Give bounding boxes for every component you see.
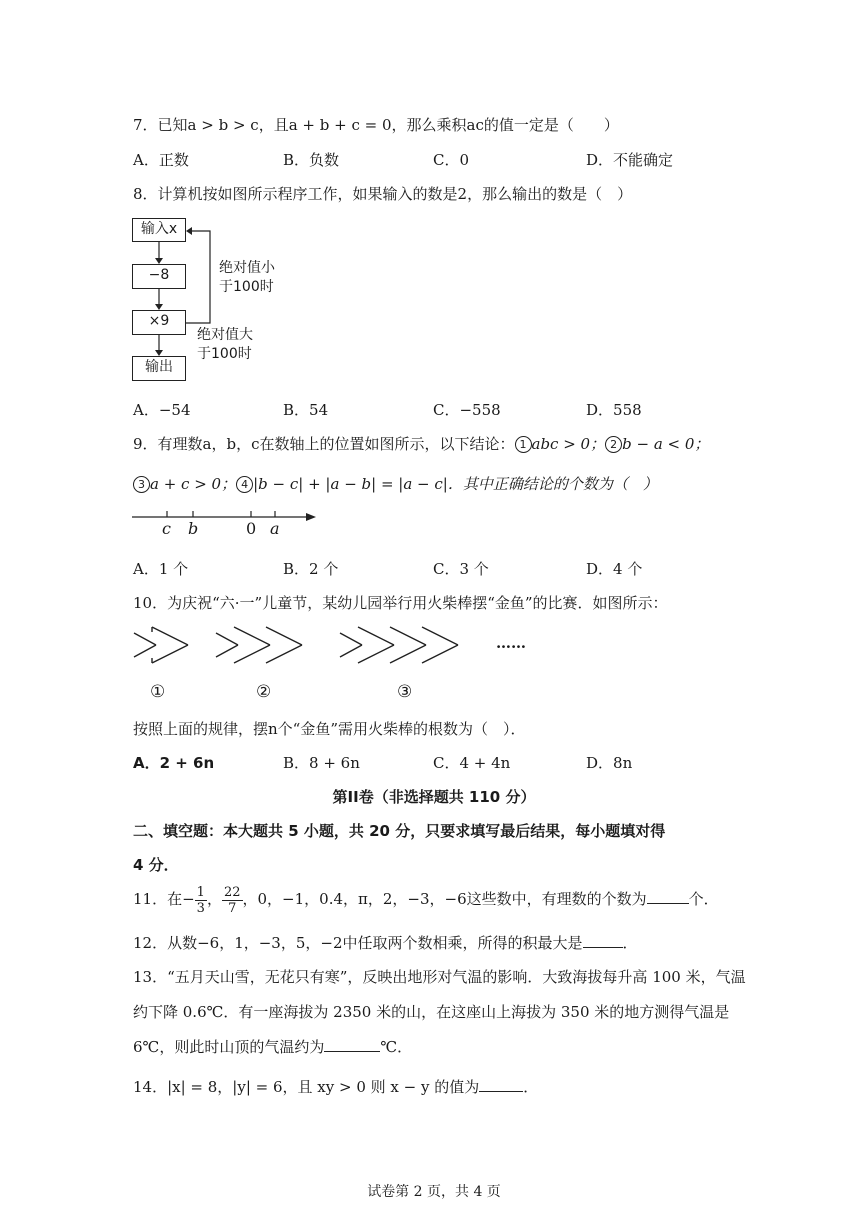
out-label-line2: 于100时 bbox=[197, 346, 252, 362]
circled-4: 4 bbox=[236, 476, 253, 493]
section2-title: 第II卷（非选择题共 110 分） bbox=[332, 788, 536, 806]
q7-option-d: D．不能确定 bbox=[586, 151, 674, 169]
flow-box-minus-8: −8 bbox=[132, 264, 186, 289]
q14-answer-blank[interactable] bbox=[479, 1077, 523, 1092]
flow-box-times-9: ×9 bbox=[132, 310, 186, 335]
q9-stem-text: 9．有理数a，b，c在数轴上的位置如图所示，以下结论： bbox=[133, 435, 515, 453]
part2-heading-line1: 二、填空题：本大题共 5 小题，共 20 分，只要求填写最后结果，每小题填对得 bbox=[133, 822, 666, 840]
loop-label-line1: 绝对值小 bbox=[219, 260, 275, 276]
axis-label-0: 0 bbox=[246, 519, 257, 538]
q14-suffix: ． bbox=[523, 1078, 539, 1096]
circled-3: 3 bbox=[133, 476, 150, 493]
q13-suffix: ℃． bbox=[380, 1038, 413, 1056]
number-line bbox=[130, 505, 330, 545]
q13-line3-text: 6℃，则此时山顶的气温约为 bbox=[133, 1038, 325, 1056]
frac2-denominator: 7 bbox=[228, 900, 237, 916]
conclusion-4: |b − c| + |a − b| = |a − c|．其中正确结论的个数为（ ） bbox=[253, 475, 658, 493]
q8-stem: 8．计算机按如图所示程序工作，如果输入的数是2，那么输出的数是（ ） bbox=[133, 185, 633, 203]
fraction-one-third bbox=[195, 885, 207, 916]
q8-option-b: B．54 bbox=[283, 401, 329, 419]
q9-option-c: C．3 个 bbox=[433, 560, 489, 578]
circled-1: 1 bbox=[515, 436, 532, 453]
q13-answer-blank[interactable] bbox=[324, 1037, 380, 1052]
q7-option-a: A．正数 bbox=[133, 151, 189, 169]
conclusion-3: a + c > 0； bbox=[150, 475, 237, 493]
fig-label-2: ② bbox=[256, 682, 272, 702]
q9-option-a: A．1 个 bbox=[133, 560, 189, 578]
axis-label-a: a bbox=[270, 519, 280, 538]
axis-label-b: b bbox=[188, 519, 199, 538]
q14-text: 14．|x| = 8，|y| = 6，且 xy > 0 则 x − y 的值为 bbox=[133, 1078, 480, 1096]
conclusion-2: b − a < 0； bbox=[622, 435, 710, 453]
out-label-line1: 绝对值大 bbox=[197, 327, 253, 343]
goldfish-figures bbox=[128, 620, 548, 710]
part2-heading-line2: 4 分． bbox=[133, 856, 179, 874]
q11-line: 11．在− $\frac{1}{3}$ ， $\frac{22}{7}$ ，0，−1，0.4，π，2，−3，−6这些数中，有理数的个数为 个． bbox=[133, 884, 719, 916]
q11-answer-blank[interactable] bbox=[647, 889, 689, 904]
q13-line3 bbox=[133, 1036, 412, 1057]
q13-line1: 13．“五月天山雪，无花只有寒”，反映出地形对气温的影响．大致海拔每升高 100 米，气温 bbox=[133, 968, 746, 986]
page-footer: 试卷第 2 页，共 4 页 bbox=[367, 1184, 501, 1200]
q9-stem-line2 bbox=[133, 473, 658, 494]
q7-stem: 7．已知a > b > c，且a + b + c = 0，那么乘积ac的值一定是（ ） bbox=[133, 116, 619, 134]
q10-option-c: C．4 + 4n bbox=[433, 754, 511, 772]
number-line-axis bbox=[130, 505, 330, 545]
circled-2: 2 bbox=[605, 436, 622, 453]
q9-stem-line1 bbox=[133, 433, 709, 454]
q12-suffix: ． bbox=[622, 934, 638, 952]
frac2-numerator: 22 bbox=[223, 884, 241, 900]
q12-text: 12．从数−6，1，−3，5，−2中任取两个数相乘，所得的积最大是 bbox=[133, 934, 583, 952]
flow-box-output: 输出 bbox=[132, 356, 186, 381]
q12-answer-blank[interactable] bbox=[583, 933, 623, 948]
q8-option-d: D．558 bbox=[586, 401, 642, 419]
q14-line bbox=[133, 1076, 538, 1097]
q7-option-c: C．0 bbox=[433, 151, 470, 169]
q8-option-c: C．−558 bbox=[433, 401, 501, 419]
flow-box-input: 输入x bbox=[132, 218, 186, 242]
q10-rule: 按照上面的规律，摆n个“金鱼”需用火柴棒的根数为（ ）． bbox=[133, 720, 526, 738]
q8-flowchart bbox=[120, 210, 320, 390]
fig-label-3: ③ bbox=[397, 682, 413, 702]
q12-line bbox=[133, 932, 638, 953]
q13-line2: 约下降 0.6℃．有一座海拔为 2350 米的山，在这座山上海拔为 350 米的地方测得气温是 bbox=[133, 1003, 730, 1021]
fig-label-1: ① bbox=[150, 682, 166, 702]
q10-stem: 10．为庆祝“六·一”儿童节，某幼儿园举行用火柴棒摆“金鱼”的比赛．如图所示： bbox=[133, 594, 668, 612]
q11-middle: ，0，−1，0.4，π，2，−3，−6这些数中，有理数的个数为 bbox=[242, 890, 647, 908]
q9-option-d: D．4 个 bbox=[586, 560, 643, 578]
fraction-22-7 bbox=[222, 885, 243, 916]
matchstick-goldfish bbox=[128, 620, 548, 670]
q10-option-a: A．2 + 6n bbox=[133, 754, 215, 772]
figures-ellipsis: …… bbox=[496, 634, 526, 652]
q11-suffix: 个． bbox=[688, 890, 719, 908]
q10-option-b: B．8 + 6n bbox=[283, 754, 360, 772]
axis-label-c: c bbox=[162, 519, 171, 538]
q9-option-b: B．2 个 bbox=[283, 560, 339, 578]
loop-label-line2: 于100时 bbox=[219, 279, 274, 295]
conclusion-1: abc > 0； bbox=[531, 435, 606, 453]
q7-option-b: B．负数 bbox=[283, 151, 340, 169]
frac1-denominator: 3 bbox=[196, 900, 205, 916]
q10-option-d: D．8n bbox=[586, 754, 633, 772]
frac1-numerator: 1 bbox=[196, 884, 205, 900]
q8-option-a: A．−54 bbox=[133, 401, 191, 419]
q11-prefix: 11．在 bbox=[133, 890, 183, 908]
